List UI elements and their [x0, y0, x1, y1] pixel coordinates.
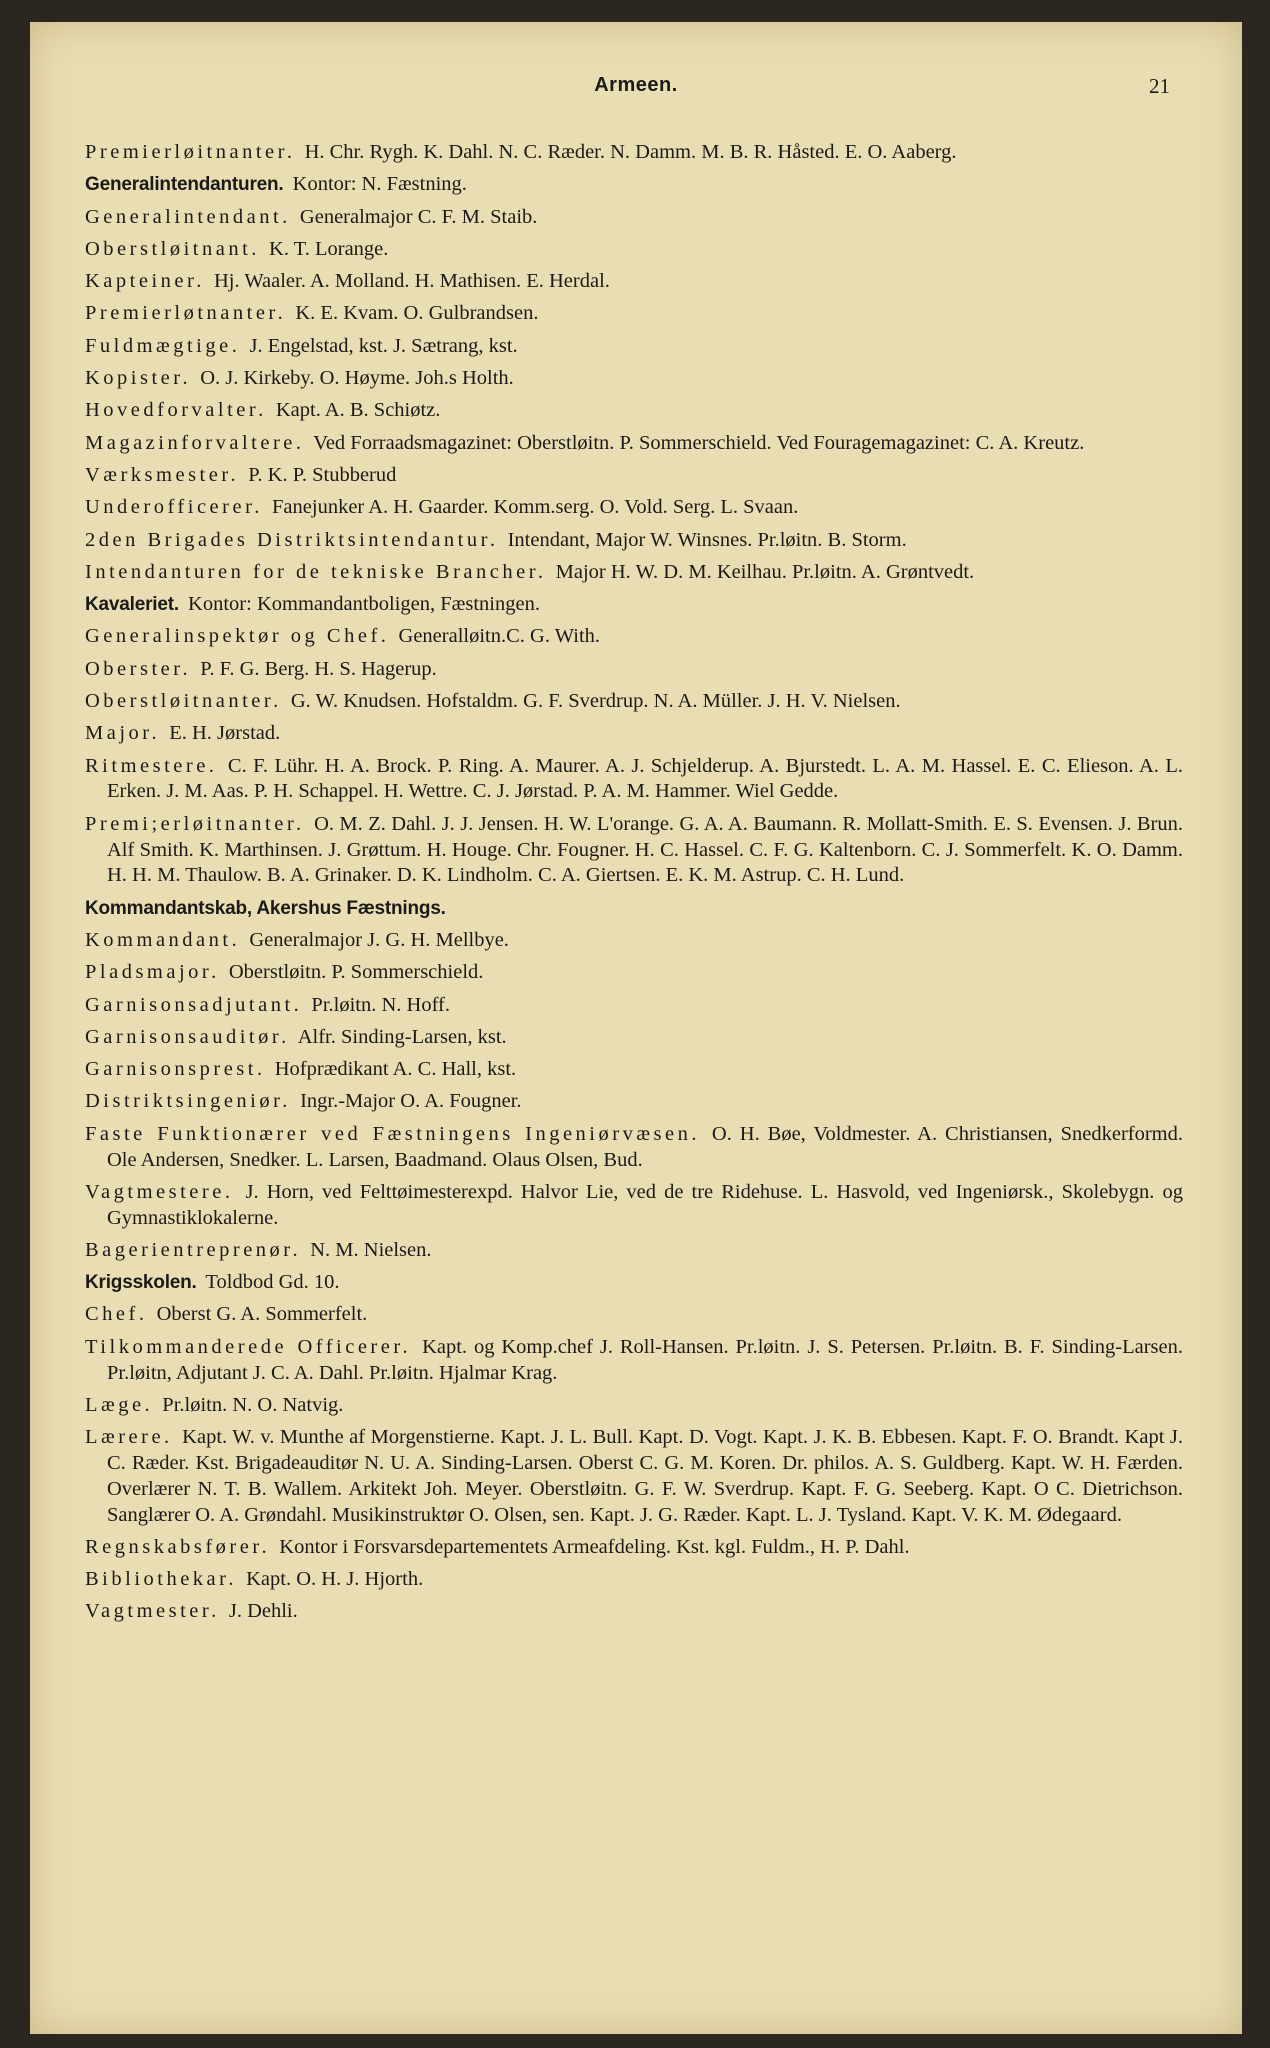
- directory-entry: [85, 1425, 1183, 1528]
- directory-entry: [85, 1057, 1183, 1083]
- directory-entry: [85, 657, 1183, 683]
- entry-text: G. W. Knudsen. Hofstaldm. G. F. Sverdrup. N. A. Müller. J. H. V. Nielsen.: [290, 690, 901, 713]
- entry-label: Fuldmægtige.: [85, 334, 241, 357]
- entry-label: Faste Funktionærer ved Fæstningens Ingeniørvæsen.: [85, 1122, 700, 1145]
- directory-entry: [85, 960, 1183, 986]
- entry-text: Alfr. Sinding-Larsen, kst.: [297, 1025, 507, 1048]
- entry-text: Kapt. O. H. J. Hjorth.: [246, 1568, 424, 1591]
- directory-entry: [85, 205, 1183, 231]
- directory-entry: [85, 366, 1183, 392]
- entry-text: J. Horn, ved Felttøimesterexpd. Halvor Lie, ved de tre Ridehuse. L. Hasvold, ved Ingeniørsk., Skolebygn. og Gymnastiklokalerne.: [107, 1180, 1183, 1229]
- entry-text: Hofprædikant A. C. Hall, kst.: [274, 1058, 517, 1081]
- entry-text: Generalmajor J. G. H. Mellbye.: [249, 928, 509, 951]
- entry-text: K. E. Kvam. O. Gulbrandsen.: [295, 302, 539, 325]
- entry-label: Hovedforvalter.: [85, 399, 267, 422]
- section-heading-entry: [85, 1270, 1183, 1296]
- directory-entry: [85, 140, 1183, 166]
- entry-text: Kapt. W. v. Munthe af Morgenstierne. Kapt. J. L. Bull. Kapt. D. Vogt. Kapt. J. K. B. Ebbesen. Kapt. F. O. Brandt. Kapt J. C. Ræder. Kst. Brigadeauditør N. U. A. Sinding-Larsen. Oberst C. G. M. Koren. Dr. philos. A. S. Guldberg. Kapt. W. H. Færden. Overlærer N. T. B. Wallem. Arkitekt Joh. Meyer. Oberstløitn. G. F. W. Sverdrup. Kapt. F. G. Seeberg. Kapt. O C. Dietrichson. Sanglærer O. A. Grøndahl. Musikinstruktør O. Olsen, sen. Kapt. J. G. Ræder. Kapt. L. J. Tysland. Kapt. V. K. M. Ødegaard.: [107, 1426, 1184, 1526]
- entry-label: Oberster.: [85, 657, 192, 680]
- entry-label: Garnisonsprest.: [85, 1058, 266, 1081]
- entry-label: Premi;erløitnanter.: [85, 812, 305, 835]
- directory-body: [85, 140, 1183, 1632]
- entry-label: Premierløitnanter.: [85, 141, 296, 163]
- entry-text: K. T. Lorange.: [269, 237, 389, 260]
- entry-label: Bagerientreprenør.: [85, 1238, 302, 1261]
- directory-entry: [85, 269, 1183, 295]
- entry-label: Bibliothekar.: [85, 1568, 237, 1591]
- entry-text: O. J. Kirkeby. O. Høyme. Joh.s Holth.: [200, 367, 514, 390]
- entry-label: Chef.: [85, 1303, 148, 1326]
- entry-text: Generalmajor C. F. M. Staib.: [299, 205, 538, 228]
- entry-label: Tilkommanderede Officerer.: [85, 1335, 412, 1358]
- entry-label: Garnisonsauditør.: [85, 1025, 290, 1048]
- directory-entry: [85, 301, 1183, 327]
- directory-entry: [85, 560, 1183, 586]
- section-heading: Generalintendanturen.: [85, 174, 284, 196]
- entry-label: Intendanturen for de tekniske Brancher.: [85, 560, 547, 583]
- entry-label: Oberstløitnanter.: [85, 690, 282, 713]
- page-number: 21: [1149, 74, 1170, 98]
- entry-text: Intendant, Major W. Winsnes. Pr.løitn. B. Storm.: [507, 528, 907, 551]
- entry-label: Lærere.: [85, 1426, 173, 1449]
- directory-entry: [85, 495, 1183, 521]
- entry-text: Toldbod Gd. 10.: [205, 1271, 340, 1294]
- directory-entry: [85, 754, 1183, 806]
- entry-label: Ritmestere.: [85, 754, 218, 777]
- entry-label: Pladsmajor.: [85, 961, 220, 984]
- entry-text: Kapt. og Komp.chef J. Roll-Hansen. Pr.løitn. J. S. Petersen. Pr.løitn. B. F. Sinding-Larsen. Pr.løitn, Adjutant J. C. A. Dahl. Pr.løitn. Hjalmar Krag.: [107, 1335, 1183, 1384]
- directory-entry: [85, 1089, 1183, 1115]
- entry-text: N. M. Nielsen.: [310, 1238, 432, 1261]
- entry-text: C. F. Lühr. H. A. Brock. P. Ring. A. Maurer. A. J. Schjelderup. A. Bjurstedt. L. A. M. Hassel. E. C. Elieson. A. L. Erken. J. M. Aas. P. H. Schappel. H. Wettre. C. J. Jørstad. P. A. M. Hammer. Wiel Gedde.: [107, 754, 1184, 803]
- entry-text: Ved Forraadsmagazinet: Oberstløitn. P. Sommerschield. Ved Fouragemagazinet: C. A. Kreutz.: [313, 431, 1085, 454]
- directory-entry: [85, 689, 1183, 715]
- entry-text: O. H. Bøe, Voldmester. A. Christiansen, Snedkerformd. Ole Andersen, Snedker. L. Larsen, Baadmand. Olaus Olsen, Bud.: [107, 1122, 1183, 1171]
- entry-text: P. K. P. Stubberud: [248, 463, 397, 486]
- entry-text: Hj. Waaler. A. Molland. H. Mathisen. E. Herdal.: [213, 270, 610, 293]
- section-heading: Kommandantskab, Akershus Fæstnings.: [85, 897, 446, 919]
- entry-label: Generalintendant.: [85, 205, 291, 228]
- entry-label: Værksmester.: [85, 463, 240, 486]
- entry-text: E. H. Jørstad.: [169, 722, 281, 745]
- page-header: [30, 74, 1242, 108]
- directory-entry: [85, 1567, 1183, 1593]
- entry-text: Pr.løitn. N. Hoff.: [311, 993, 450, 1016]
- entry-text: Pr.løitn. N. O. Natvig.: [162, 1393, 344, 1416]
- entry-label: Underofficerer.: [85, 496, 263, 519]
- entry-text: Generalløitn.C. G. With.: [398, 625, 601, 648]
- directory-entry: [85, 721, 1183, 747]
- directory-entry: [85, 463, 1183, 489]
- entry-text: Kontor i Forsvarsdepartementets Armeafdeling. Kst. kgl. Fuldm., H. P. Dahl.: [279, 1535, 910, 1558]
- section-heading-entry: [85, 172, 1183, 198]
- directory-entry: [85, 1599, 1183, 1625]
- page: [30, 22, 1242, 2034]
- entry-label: Læge.: [85, 1393, 154, 1416]
- directory-entry: [85, 1335, 1183, 1387]
- directory-entry: [85, 1025, 1183, 1051]
- directory-entry: [85, 1122, 1183, 1174]
- entry-label: Kommandant.: [85, 928, 241, 951]
- entry-text: Fanejunker A. H. Gaarder. Komm.serg. O. Vold. Serg. L. Svaan.: [272, 496, 799, 519]
- entry-label: Garnisonsadjutant.: [85, 993, 303, 1016]
- entry-text: J. Engelstad, kst. J. Sætrang, kst.: [249, 334, 518, 357]
- entry-text: Kontor: Kommandantboligen, Fæstningen.: [188, 593, 540, 616]
- directory-entry: [85, 334, 1183, 360]
- entry-text: Ingr.-Major O. A. Fougner.: [300, 1090, 522, 1113]
- entry-label: Generalinspektør og Chef.: [85, 625, 390, 648]
- entry-text: Kapt. A. B. Schiøtz.: [275, 399, 441, 422]
- directory-entry: [85, 1180, 1183, 1232]
- directory-entry: [85, 812, 1183, 889]
- directory-entry: [85, 1302, 1183, 1328]
- entry-text: Oberstløitn. P. Sommerschield.: [228, 961, 484, 984]
- section-heading-entry: [85, 592, 1183, 618]
- directory-entry: [85, 398, 1183, 424]
- entry-label: Major.: [85, 722, 161, 745]
- entry-text: H. Chr. Rygh. K. Dahl. N. C. Ræder. N. Damm. M. B. R. Håsted. E. O. Aaberg.: [304, 141, 957, 163]
- directory-entry: [85, 624, 1183, 650]
- entry-label: 2den Brigades Distriktsintendantur.: [85, 528, 499, 551]
- entry-text: Major H. W. D. M. Keilhau. Pr.løitn. A. Grøntvedt.: [555, 560, 975, 583]
- entry-label: Oberstløitnant.: [85, 237, 260, 260]
- section-heading: Krigsskolen.: [85, 1272, 197, 1294]
- entry-text: O. M. Z. Dahl. J. J. Jensen. H. W. L'orange. G. A. A. Baumann. R. Mollatt-Smith. E. S. Evensen. J. Brun. Alf Smith. K. Marthinsen. J. Grøttum. H. Houge. Chr. Fougner. H. C. Hassel. C. F. G. Kaltenborn. C. J. Sommerfelt. K. O. Damm. H. H. M. Thaulow. B. A. Grinaker. D. K. Lindholm. C. A. Giertsen. E. K. M. Astrup. C. H. Lund.: [107, 812, 1184, 887]
- entry-label: Kopister.: [85, 367, 192, 390]
- entry-label: Kapteiner.: [85, 270, 205, 293]
- entry-text: Kontor: N. Fæstning.: [292, 173, 467, 196]
- directory-entry: [85, 993, 1183, 1019]
- entry-label: Vagtmestere.: [85, 1180, 234, 1203]
- entry-label: Magazinforvaltere.: [85, 431, 305, 454]
- directory-entry: [85, 1393, 1183, 1419]
- entry-label: Premierløtnanter.: [85, 302, 287, 325]
- entry-label: Distriktsingeniør.: [85, 1090, 291, 1113]
- directory-entry: [85, 1238, 1183, 1264]
- directory-entry: [85, 431, 1183, 457]
- entry-text: P. F. G. Berg. H. S. Hagerup.: [200, 657, 437, 680]
- directory-entry: [85, 928, 1183, 954]
- page-title: Armeen.: [594, 74, 678, 96]
- entry-text: Oberst G. A. Sommerfelt.: [156, 1303, 368, 1326]
- directory-entry: [85, 528, 1183, 554]
- section-heading: Kavaleriet.: [85, 594, 179, 616]
- entry-text: J. Dehli.: [228, 1600, 298, 1623]
- directory-entry: [85, 1535, 1183, 1561]
- entry-label: Regnskabsfører.: [85, 1535, 271, 1558]
- section-heading-entry: [85, 896, 1183, 922]
- directory-entry: [85, 237, 1183, 263]
- entry-label: Vagtmester.: [85, 1600, 220, 1623]
